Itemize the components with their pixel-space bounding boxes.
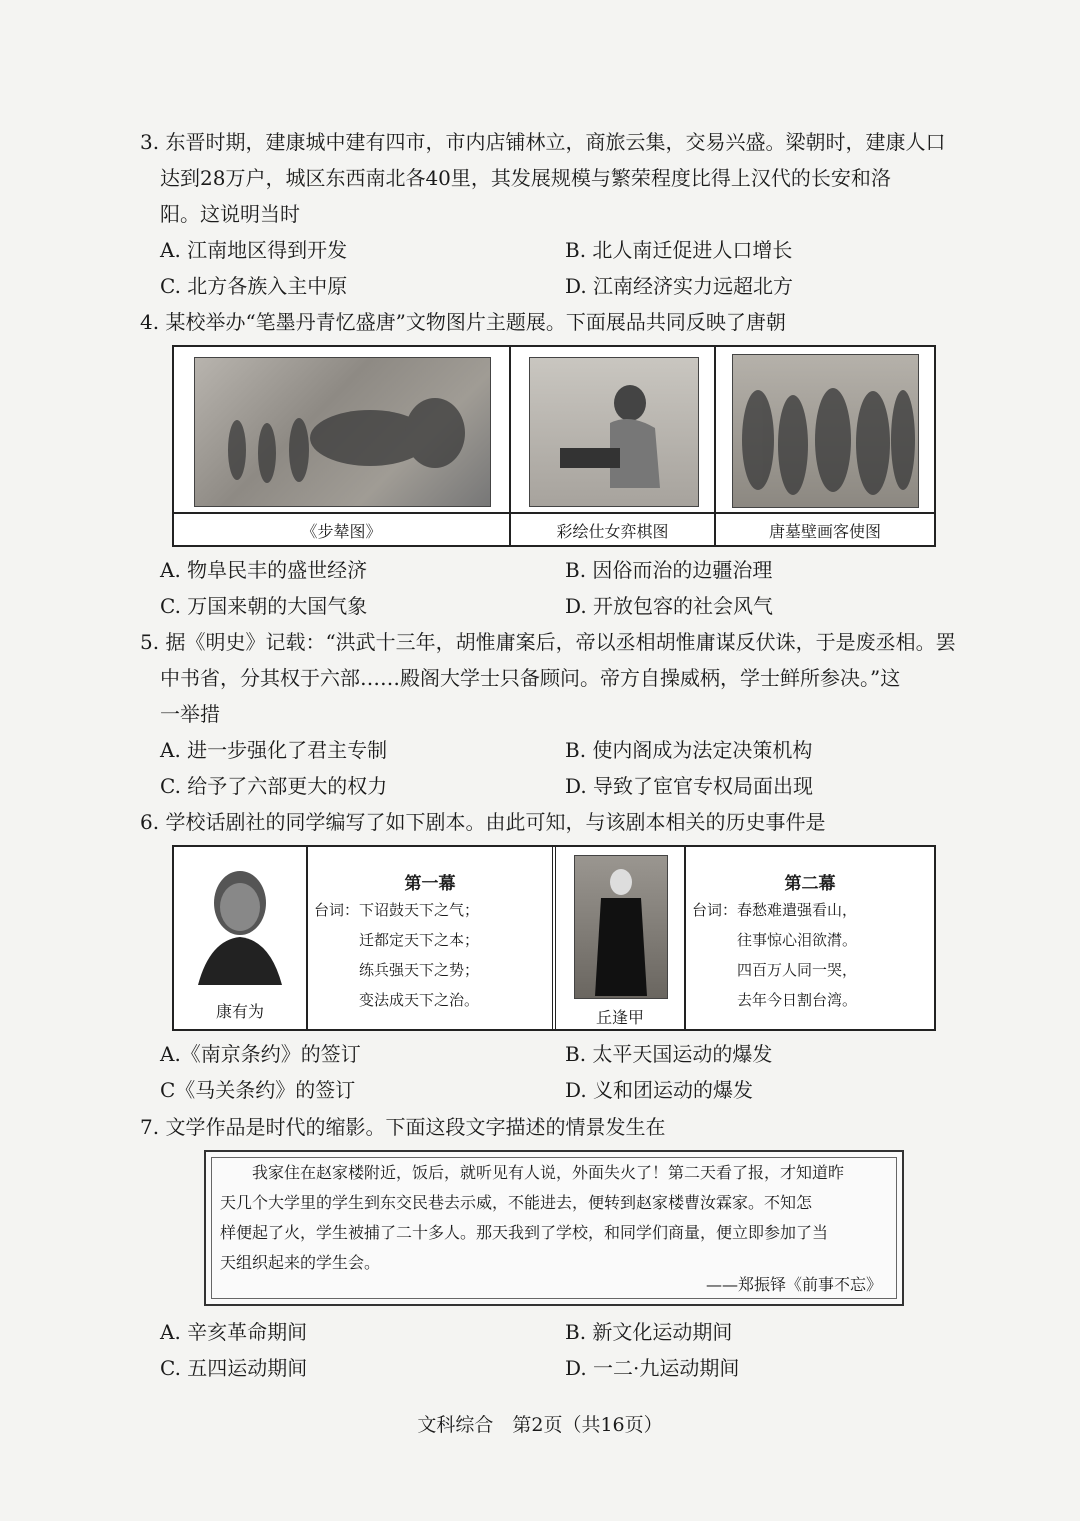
shinu-yiqi-image	[529, 357, 699, 507]
bunian-tu-image	[194, 357, 491, 507]
q5-option-b: B. 使内阁成为法定决策机构	[565, 738, 813, 762]
q7-option-b: B. 新文化运动期间	[565, 1320, 733, 1344]
act2-title: 第二幕	[784, 874, 836, 894]
q7-stem: 7. 文学作品是时代的缩影。下面这段文字描述的情景发生在	[140, 1115, 666, 1139]
act2-line-2: 往事惊心泪欲潸。	[737, 931, 858, 949]
act2-line-3: 四百万人同一哭，	[737, 961, 858, 979]
quote-line-2: 天几个大学里的学生到东交民巷去示威，不能进去，便转到赵家楼曹汝霖家。不知怎	[220, 1193, 813, 1212]
quote-source: ——郑振铎《前事不忘》	[706, 1275, 883, 1294]
act2-line-1: 台词：春愁难遣强看山，	[692, 901, 858, 919]
act1-line-1: 台词：下诏鼓天下之气；	[314, 901, 480, 919]
q4-option-a: A. 物阜民丰的盛世经济	[160, 558, 368, 582]
act1-title: 第一幕	[404, 874, 456, 894]
q5-line-2: 中书省，分其权于六部……殿阁大学士只备顾问。帝方自操威柄，学士鲜所参决。”这	[160, 666, 901, 690]
kang-youwei-portrait	[190, 855, 290, 985]
q3-line-2: 达到28万户，城区东西南北各40里，其发展规模与繁荣程度比得上汉代的长安和洛	[160, 166, 891, 190]
quote-line-1: 我家住在赵家楼附近，饭后，就听见有人说，外面失火了！第二天看了报，才知道昨	[252, 1163, 845, 1182]
q4-option-d: D. 开放包容的社会风气	[565, 594, 774, 618]
q4-image-table	[172, 345, 936, 547]
q4-option-c: C. 万国来朝的大国气象	[160, 594, 368, 618]
q6-option-a: A.《南京条约》的签订	[160, 1042, 361, 1066]
q3-line-1: 3. 东晋时期，建康城中建有四市，市内店铺林立，商旅云集，交易兴盛。梁朝时，建康人口	[140, 130, 946, 154]
q5-line-1: 5. 据《明史》记载：“洪武十三年，胡惟庸案后，帝以丞相胡惟庸谋反伏诛，于是废丞相。罢	[140, 630, 956, 654]
q6-option-b: B. 太平天国运动的爆发	[565, 1042, 773, 1066]
qiu-fengjia-portrait	[574, 855, 668, 999]
q3-option-a: A. 江南地区得到开发	[160, 238, 348, 262]
q5-line-3: 一举措	[160, 702, 220, 726]
q7-option-d: D. 一二·九运动期间	[565, 1356, 740, 1380]
q3-option-b: B. 北人南迁促进人口增长	[565, 238, 793, 262]
act1-line-3: 练兵强天下之势；	[359, 961, 480, 979]
act1-line-2: 迁都定天下之本；	[359, 931, 480, 949]
person1-label: 康有为	[215, 1002, 264, 1021]
q7-option-c: C. 五四运动期间	[160, 1356, 308, 1380]
q3-option-d: D. 江南经济实力远超北方	[565, 274, 794, 298]
q5-option-d: D. 导致了宦官专权局面出现	[565, 774, 814, 798]
q4-option-b: B. 因俗而治的边疆治理	[565, 558, 773, 582]
act2-line-4: 去年今日割台湾。	[737, 991, 858, 1009]
quote-line-4: 天组织起来的学生会。	[220, 1253, 381, 1272]
q7-option-a: A. 辛亥革命期间	[160, 1320, 308, 1344]
q4-caption-1: 《步辇图》	[301, 522, 382, 541]
keshi-tu-image	[732, 354, 919, 508]
q7-quote-box	[204, 1150, 904, 1306]
page-footer: 文科综合 第2页（共16页）	[417, 1414, 663, 1436]
person2-label: 丘逢甲	[595, 1008, 644, 1027]
q6-option-c: C《马关条约》的签订	[160, 1078, 356, 1102]
q5-option-a: A. 进一步强化了君主专制	[160, 738, 388, 762]
q4-caption-3: 唐墓壁画客使图	[768, 522, 881, 541]
q6-stem: 6. 学校话剧社的同学编写了如下剧本。由此可知，与该剧本相关的历史事件是	[140, 810, 826, 834]
q3-line-3: 阳。这说明当时	[160, 202, 300, 226]
q6-script-table	[172, 845, 936, 1031]
quote-line-3: 样便起了火，学生被捕了二十多人。那天我到了学校，和同学们商量，便立即参加了当	[220, 1223, 829, 1242]
q3-option-c: C. 北方各族入主中原	[160, 274, 348, 298]
q4-caption-2: 彩绘仕女弈棋图	[556, 522, 669, 541]
act1-line-4: 变法成天下之治。	[359, 991, 480, 1009]
q5-option-c: C. 给予了六部更大的权力	[160, 774, 388, 798]
q4-stem: 4. 某校举办“笔墨丹青忆盛唐”文物图片主题展。下面展品共同反映了唐朝	[140, 310, 786, 334]
q6-option-d: D. 义和团运动的爆发	[565, 1078, 754, 1102]
